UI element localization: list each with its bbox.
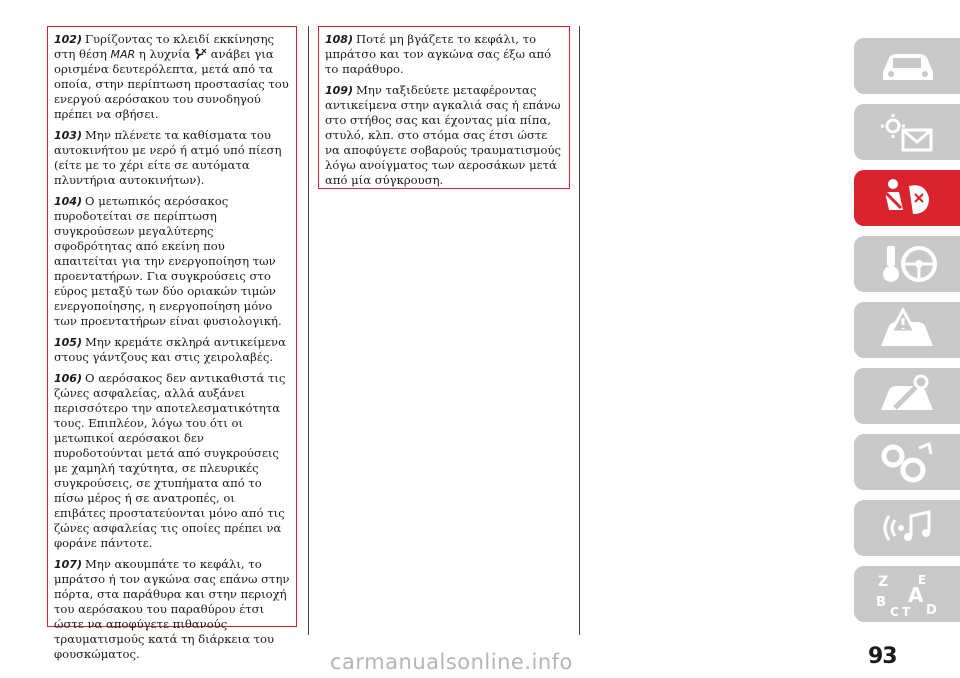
tab-maintenance[interactable] — [854, 368, 960, 424]
warning-text: Μην ταξιδεύετε μεταφέροντας αντικείμενα στην αγκαλιά σας ή επάνω στο στήθος σας και έχοντας μία πίπα, στυλό, κλπ. στο στόμα σας έτσι ώστε να αποφύγετε σοβαρούς τραυματισμούς λόγω ανοίγματος των αεροσάκων μετά από μία σύγκρουση. — [325, 83, 562, 187]
warning-text: η λυχνία — [135, 47, 195, 61]
seatbelt-airbag-icon — [875, 176, 939, 220]
warning-number: 102) — [54, 33, 82, 46]
index-letter: E — [918, 573, 927, 587]
warning-number: 104) — [54, 195, 82, 208]
key-steering-icon — [875, 242, 939, 286]
index-letter: D — [926, 603, 937, 618]
warnings-box-left — [47, 26, 297, 661]
warning-109 — [325, 83, 563, 188]
breakdown-warning-icon — [875, 308, 939, 352]
airbag-off-warning-icon — [194, 48, 207, 60]
warning-107 — [54, 557, 290, 662]
warning-106 — [54, 371, 290, 551]
tab-dashboard[interactable] — [854, 104, 960, 160]
tab-index[interactable] — [854, 566, 960, 622]
tab-safety[interactable] — [854, 170, 960, 226]
tab-emergency[interactable] — [854, 302, 960, 358]
watermark: carmanualsonline.info — [330, 650, 573, 674]
warning-number: 108) — [325, 33, 353, 46]
index-letters-icon — [872, 570, 942, 618]
warning-text: Ποτέ μη βγάζετε το κεφάλι, το μπράτσο και τον αγκώνα σας έξω από το παράθυρο. — [325, 32, 552, 76]
warning-text: ανάβει για ορισμένα δευτερόλεπτα, μετά από τα οποία, στην περίπτωση προστασίας του ενεργού αερόσακου του συνοδηγού πρέπει να σβήσει. — [54, 47, 289, 121]
page-number: 93 — [868, 644, 897, 669]
warning-number: 107) — [54, 558, 82, 571]
warning-text: Γυρίζοντας το κλειδί εκκίνησης στη θέση — [54, 32, 275, 61]
warning-text: Ο αερόσακος δεν αντικαθιστά τις ζώνες ασφαλείας, αλλά αυξάνει περισσότερο την αποτελεσματικότητα τους. Επιπλέον, λόγω του ότι οι μετωπικοί αερόσακοι δεν πυροδοτούνται μετά από συγκρούσεις με χαμηλή ταχύτητα, σε πλευρικές συγκρούσεις, σε χτυπήματα από το πίσω μέρος ή σε ανατροπές, οι επιβάτες προστατεύονται μόνο από τις ζώνες ασφαλείας τις οποίες πρέπει να φοράνε πάντοτε. — [54, 371, 286, 550]
warnings-box-right — [318, 26, 570, 189]
car-icon — [875, 46, 939, 86]
warning-text: Ο μετωπικός αερόσακος πυροδοτείται σε περίπτωση συγκρούσεων μεγαλύτερης σφοδρότητας από εκείνη που απαιτείται για την ενεργοποίηση των προεντατήρων. Για συγκρούσεις στο εύρος μεταξύ των δύο οριακών τιμών ενεργοποίησης, η ενεργοποίηση μόνο των προεντατήρων είναι φυσιολογική. — [54, 194, 282, 328]
mar-label: MAR — [110, 48, 136, 61]
warning-number: 105) — [54, 336, 82, 349]
index-letter: Z — [878, 574, 889, 590]
warning-lights-icon — [875, 110, 939, 154]
index-letter: A — [908, 583, 924, 607]
warning-104 — [54, 194, 290, 329]
warning-108 — [325, 32, 563, 77]
column-divider — [579, 26, 580, 635]
warning-text: Μην ακουμπάτε το κεφάλι, το μπράτσο ή τον αγκώνα σας επάνω στην πόρτα, στα παράθυρα και στην περιοχή του αερόσακου του παραθύρου έτσι ώστε να αποφύγετε πιθανούς τραυματισμούς κατά τη διάρκεια του φουσκώματος. — [54, 557, 290, 661]
warning-105 — [54, 335, 290, 365]
warning-text: Μην πλένετε τα καθίσματα του αυτοκινήτου με νερό ή ατμό υπό πίεση (είτε με το χέρι είτε σε αυτόματα πλυντήρια αυτοκινήτων). — [54, 128, 282, 187]
column-divider — [308, 26, 309, 635]
index-letter: T — [902, 605, 911, 618]
multimedia-icon — [875, 506, 939, 550]
tab-multimedia[interactable] — [854, 500, 960, 556]
warning-number: 106) — [54, 372, 82, 385]
warning-number: 103) — [54, 129, 82, 142]
warning-number: 109) — [325, 84, 353, 97]
wrench-car-icon — [875, 374, 939, 418]
tab-technical-data[interactable] — [854, 434, 960, 490]
warning-102 — [54, 32, 290, 122]
warning-text: Μην κρεμάτε σκληρά αντικείμενα στους γάντζους και στις χειρολαβές. — [54, 335, 286, 364]
technical-data-icon — [875, 440, 939, 484]
index-letter: C — [890, 605, 899, 618]
index-letter: B — [876, 595, 886, 610]
tab-car-overview[interactable] — [854, 38, 960, 94]
warning-103 — [54, 128, 290, 188]
tab-starting-driving[interactable] — [854, 236, 960, 292]
